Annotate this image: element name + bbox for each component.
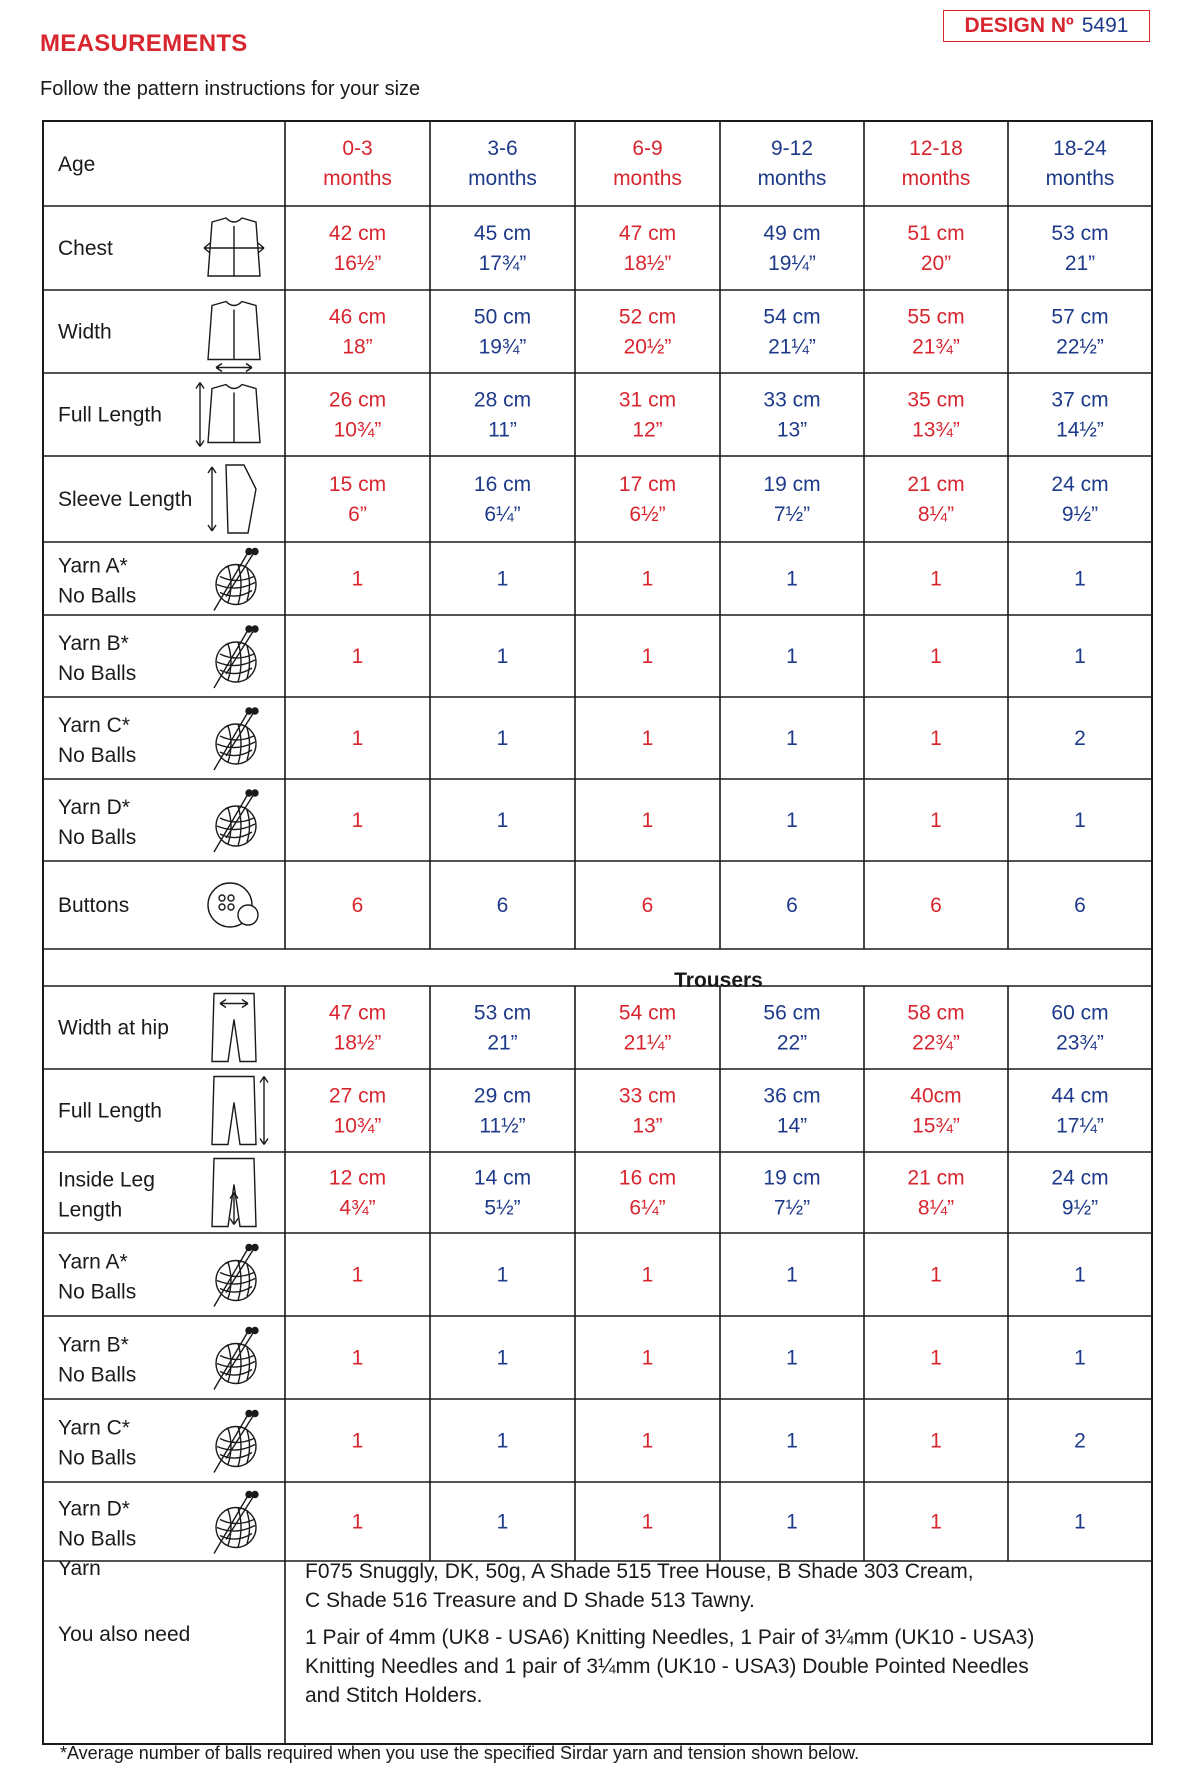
cardigan-chest-icon	[204, 218, 264, 276]
cardigan-value: 1	[786, 809, 798, 832]
size-header-unit: months	[468, 167, 537, 190]
trousers-value: 1	[930, 1263, 942, 1287]
trousers-value: 1	[496, 1263, 509, 1287]
yarn-label: Yarn	[58, 1557, 101, 1580]
cardigan-value-cm: 19 cm	[763, 473, 821, 496]
yarn-ball-icon	[214, 708, 258, 770]
trousers-value: 1	[1074, 1510, 1086, 1534]
cardigan-row-sublabel: No Balls	[58, 744, 137, 767]
trousers-row-label: Yarn B*	[58, 1333, 129, 1357]
trousers-value: 1	[1074, 1346, 1086, 1370]
cardigan-value-cm: 52 cm	[618, 305, 677, 329]
trousers-row-label: Full Length	[58, 1099, 162, 1123]
trousers-row-sublabel: No Balls	[58, 1280, 137, 1304]
size-header-unit: months	[323, 167, 392, 190]
cardigan-row-label: Yarn A*	[58, 554, 128, 578]
trousers-inside-leg-icon	[212, 1159, 256, 1227]
table-frame	[43, 121, 1152, 1744]
cardigan-value: 1	[496, 567, 509, 591]
trousers-value: 1	[351, 1346, 364, 1370]
need-text-line: 1 Pair of 4mm (UK8 - USA6) Knitting Needles, 1 Pair of 3¼mm (UK10 - USA3)	[305, 1626, 1035, 1649]
trousers-row-label: Width at hip	[58, 1016, 169, 1040]
design-number: 5491	[1081, 14, 1129, 37]
cardigan-value-cm: 49 cm	[763, 222, 821, 245]
trousers-value-cm: 33 cm	[618, 1084, 677, 1108]
trousers-row-label: Yarn D*	[58, 1497, 130, 1521]
trousers-value: 1	[786, 1429, 798, 1453]
cardigan-value-cm: 37 cm	[1051, 388, 1109, 412]
trousers-value-in: 6¼”	[629, 1196, 666, 1220]
trousers-value-cm: 19 cm	[763, 1166, 821, 1190]
cardigan-value-in: 20”	[920, 252, 952, 275]
cardigan-value-cm: 31 cm	[618, 388, 677, 412]
cardigan-value-in: 20½”	[623, 335, 672, 359]
cardigan-value-cm: 46 cm	[328, 305, 387, 329]
trousers-value: 1	[496, 1510, 509, 1534]
trousers-row-sublabel: No Balls	[58, 1363, 137, 1387]
materials-block	[44, 1557, 1144, 1717]
trousers-row-label: Yarn C*	[58, 1416, 130, 1440]
trousers-row-sublabel: Length	[58, 1198, 123, 1222]
cardigan-row-label: Buttons	[58, 894, 130, 917]
cardigan-row-sublabel: No Balls	[58, 826, 137, 849]
sleeve-length-icon	[208, 465, 256, 533]
trousers-value-in: 5½”	[484, 1196, 521, 1220]
cardigan-value: 1	[641, 567, 654, 591]
trousers-value-cm: 24 cm	[1051, 1166, 1109, 1190]
you-also-need-label: You also need	[58, 1623, 191, 1646]
cardigan-value: 1	[496, 809, 509, 832]
trousers-value: 1	[786, 1510, 798, 1534]
cardigan-value-in: 17¾”	[478, 252, 527, 275]
cardigan-value-in: 10¾”	[333, 418, 382, 442]
trousers-value-cm: 12 cm	[328, 1166, 387, 1190]
cardigan-row-sublabel: No Balls	[58, 584, 137, 608]
yarn-ball-icon	[214, 1245, 258, 1307]
size-header-unit: months	[613, 167, 682, 190]
trousers-value-in: 17¼”	[1056, 1114, 1104, 1138]
cardigan-value-in: 6½”	[629, 503, 666, 526]
cardigan-row-sublabel: No Balls	[58, 662, 137, 685]
cardigan-value-in: 8¼”	[917, 503, 955, 526]
trousers-value: 1	[351, 1263, 364, 1287]
cardigan-value: 1	[930, 645, 942, 668]
page-title: MEASUREMENTS	[40, 30, 248, 57]
trousers-value-in: 13”	[632, 1114, 663, 1138]
cardigan-value: 1	[930, 809, 942, 832]
yarn-ball-icon	[214, 1492, 258, 1554]
cardigan-value-in: 21¾”	[912, 335, 960, 359]
cardigan-value: 6	[641, 894, 654, 917]
size-header-range: 9-12	[770, 137, 814, 160]
trousers-value: 1	[496, 1346, 509, 1370]
trousers-length-icon	[212, 1077, 268, 1145]
cardigan-value-in: 18”	[342, 335, 373, 359]
trousers-value: 1	[641, 1510, 654, 1534]
trousers-value-cm: 44 cm	[1051, 1084, 1109, 1108]
cardigan-value: 1	[786, 567, 798, 591]
cardigan-row-label: Sleeve Length	[58, 488, 193, 511]
trousers-value-in: 11½”	[479, 1114, 526, 1138]
cardigan-value-in: 13”	[776, 418, 808, 442]
size-header-range: 0-3	[342, 137, 373, 160]
trousers-value-in: 22¾”	[912, 1031, 960, 1055]
cardigan-value: 1	[351, 809, 364, 832]
cardigan-row-label: Width	[58, 320, 112, 344]
trousers-value-in: 21”	[487, 1031, 518, 1055]
cardigan-value: 6	[786, 894, 798, 917]
size-header-range: 12-18	[909, 137, 963, 160]
subtitle: Follow the pattern instructions for your size	[40, 78, 421, 100]
cardigan-value-in: 11”	[488, 418, 517, 442]
cardigan-value: 1	[641, 809, 654, 832]
cardigan-length-icon	[196, 383, 260, 447]
size-header-range: 6-9	[632, 137, 663, 160]
cardigan-value-cm: 54 cm	[763, 305, 821, 329]
cardigan-value-cm: 50 cm	[473, 305, 532, 329]
cardigan-value-cm: 57 cm	[1051, 305, 1109, 329]
cardigan-value-in: 7½”	[773, 503, 811, 526]
trousers-hip-icon	[212, 994, 256, 1062]
trousers-heading: Trousers	[674, 969, 763, 992]
trousers-value: 1	[930, 1510, 942, 1534]
design-label: DESIGN Nº	[964, 14, 1074, 37]
yarn-text	[305, 1557, 1135, 1615]
trousers-value-cm: 27 cm	[328, 1084, 387, 1108]
cardigan-value: 1	[496, 727, 509, 750]
trousers-value: 1	[351, 1429, 364, 1453]
trousers-value-in: 8¼”	[917, 1196, 955, 1220]
cardigan-row-label: Chest	[58, 237, 113, 260]
trousers-value-in: 7½”	[773, 1196, 811, 1220]
trousers-value-in: 23¾”	[1056, 1031, 1104, 1055]
cardigan-value: 1	[930, 567, 942, 591]
yarn-ball-icon	[214, 626, 258, 688]
trousers-value-cm: 56 cm	[763, 1001, 821, 1025]
trousers-value-cm: 58 cm	[907, 1001, 965, 1025]
cardigan-value-cm: 45 cm	[473, 222, 532, 245]
trousers-value-cm: 21 cm	[907, 1166, 965, 1190]
trousers-row-label: Inside Leg	[58, 1168, 155, 1192]
cardigan-value: 1	[351, 727, 364, 750]
cardigan-value: 1	[1074, 809, 1086, 832]
cardigan-value-in: 9½”	[1061, 503, 1099, 526]
trousers-value: 1	[496, 1429, 509, 1453]
cardigan-value: 1	[351, 567, 364, 591]
cardigan-value-cm: 24 cm	[1051, 473, 1109, 496]
cardigan-value: 1	[641, 727, 654, 750]
cardigan-row-label: Full Length	[58, 403, 162, 427]
trousers-value-in: 4¾”	[339, 1196, 376, 1220]
trousers-value: 1	[786, 1263, 798, 1287]
trousers-value: 1	[1074, 1263, 1086, 1287]
footnote: *Average number of balls required when you use the specified Sirdar yarn and tension shown below.	[60, 1743, 860, 1763]
cardigan-value-cm: 42 cm	[328, 222, 387, 245]
size-header-range: 3-6	[487, 137, 518, 160]
yarn-text-line: F075 Snuggly, DK, 50g, A Shade 515 Tree House, B Shade 303 Cream,	[305, 1560, 974, 1583]
cardigan-row-label: Yarn D*	[58, 796, 130, 819]
button-icon	[208, 883, 258, 927]
trousers-value-cm: 14 cm	[473, 1166, 532, 1190]
need-text-line: and Stitch Holders.	[305, 1684, 483, 1707]
yarn-ball-icon	[214, 790, 258, 852]
cardigan-value-in: 22½”	[1056, 335, 1104, 359]
you-also-need-text	[305, 1623, 1135, 1710]
trousers-value-cm: 40cm	[910, 1084, 962, 1108]
cardigan-value: 1	[641, 645, 654, 668]
yarn-ball-icon	[214, 1328, 258, 1390]
trousers-value-cm: 60 cm	[1051, 1001, 1109, 1025]
cardigan-value-cm: 15 cm	[328, 473, 387, 496]
age-label: Age	[58, 153, 96, 176]
trousers-value-cm: 29 cm	[473, 1084, 532, 1108]
trousers-value-in: 10¾”	[333, 1114, 382, 1138]
cardigan-value-cm: 51 cm	[907, 222, 965, 245]
trousers-value: 1	[930, 1429, 942, 1453]
trousers-value: 1	[641, 1346, 654, 1370]
size-header-unit: months	[1045, 167, 1115, 190]
cardigan-value-in: 14½”	[1056, 418, 1104, 442]
yarn-ball-icon	[214, 1411, 258, 1473]
trousers-value-in: 14”	[776, 1114, 808, 1138]
size-header-unit: months	[757, 167, 827, 190]
trousers-row-sublabel: No Balls	[58, 1446, 137, 1470]
cardigan-value: 1	[496, 645, 509, 668]
trousers-row-sublabel: No Balls	[58, 1527, 137, 1551]
cardigan-value: 6	[930, 894, 942, 917]
trousers-value-cm: 54 cm	[618, 1001, 677, 1025]
cardigan-value: 1	[786, 727, 798, 750]
cardigan-value-cm: 35 cm	[907, 388, 965, 412]
trousers-value: 1	[786, 1346, 798, 1370]
trousers-value: 1	[641, 1429, 654, 1453]
yarn-ball-icon	[214, 549, 258, 611]
cardigan-value-cm: 55 cm	[907, 305, 965, 329]
trousers-value-cm: 16 cm	[618, 1166, 677, 1190]
yarn-text-line: C Shade 516 Treasure and D Shade 513 Tawny.	[305, 1589, 755, 1612]
cardigan-value-cm: 33 cm	[763, 388, 821, 412]
cardigan-row-label: Yarn B*	[58, 632, 129, 655]
trousers-value-cm: 36 cm	[763, 1084, 821, 1108]
cardigan-value-in: 16½”	[333, 252, 382, 275]
cardigan-value-in: 21”	[1064, 252, 1096, 275]
cardigan-value: 6	[496, 894, 509, 917]
trousers-value: 1	[351, 1510, 364, 1534]
trousers-value-in: 22”	[776, 1031, 808, 1055]
cardigan-row-label: Yarn C*	[58, 714, 130, 737]
cardigan-value: 6	[1074, 894, 1086, 917]
trousers-value-in: 15¾”	[912, 1114, 960, 1138]
cardigan-value-in: 19¼”	[768, 252, 816, 275]
cardigan-value-in: 6¼”	[484, 503, 521, 526]
trousers-value-in: 18½”	[333, 1031, 382, 1055]
cardigan-value: 1	[930, 727, 942, 750]
trousers-value-cm: 53 cm	[473, 1001, 532, 1025]
need-text-line: Knitting Needles and 1 pair of 3¼mm (UK10 - USA3) Double Pointed Needles	[305, 1655, 1029, 1678]
cardigan-value: 1	[351, 645, 364, 668]
cardigan-value: 6	[351, 894, 364, 917]
cardigan-value-cm: 28 cm	[473, 388, 532, 412]
cardigan-value: 1	[1074, 567, 1086, 591]
cardigan-value-in: 21¼”	[768, 335, 816, 359]
cardigan-value-cm: 26 cm	[328, 388, 387, 412]
cardigan-width-icon	[208, 302, 260, 372]
trousers-value-in: 21¼”	[623, 1031, 672, 1055]
trousers-value-in: 9½”	[1061, 1196, 1099, 1220]
cardigan-value: 2	[1074, 727, 1086, 750]
cardigan-value-in: 13¾”	[912, 418, 960, 442]
trousers-row-label: Yarn A*	[58, 1250, 128, 1274]
cardigan-value-cm: 21 cm	[907, 473, 965, 496]
cardigan-value: 1	[1074, 645, 1086, 668]
trousers-value: 2	[1074, 1429, 1086, 1453]
cardigan-value: 1	[786, 645, 798, 668]
size-header-unit: months	[901, 167, 971, 190]
cardigan-value-cm: 47 cm	[618, 222, 677, 245]
cardigan-value-in: 18½”	[623, 252, 672, 275]
cardigan-value-cm: 16 cm	[473, 473, 532, 496]
trousers-value: 1	[930, 1346, 942, 1370]
size-header-range: 18-24	[1053, 137, 1107, 160]
cardigan-value-in: 19¾”	[478, 335, 527, 359]
cardigan-value-cm: 17 cm	[618, 473, 677, 496]
cardigan-value-in: 12”	[632, 418, 663, 442]
trousers-value: 1	[641, 1263, 654, 1287]
cardigan-value-in: 6”	[348, 503, 367, 526]
trousers-value-cm: 47 cm	[328, 1001, 387, 1025]
cardigan-value-cm: 53 cm	[1051, 222, 1109, 245]
